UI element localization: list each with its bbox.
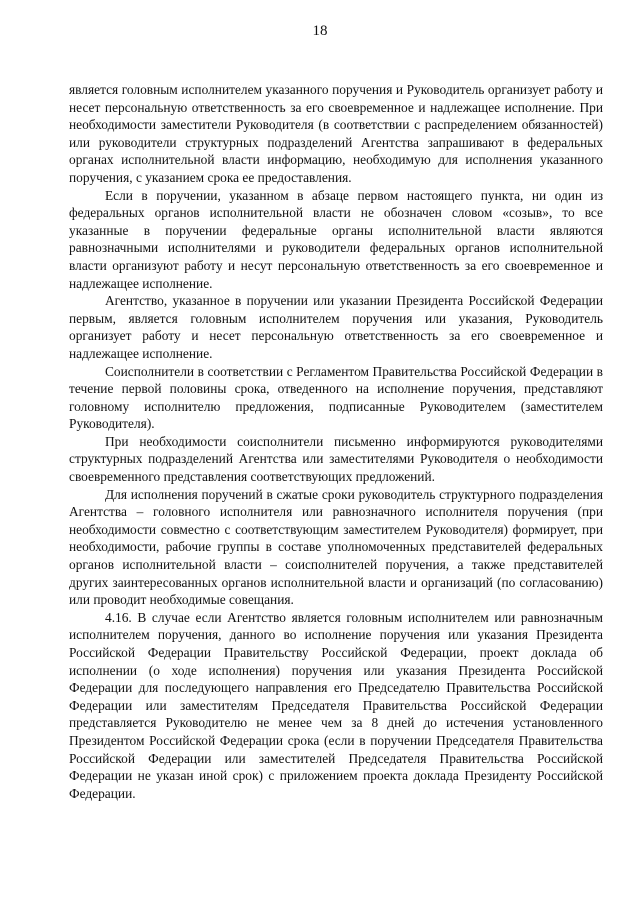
document-body [69, 81, 603, 802]
paragraph-ravnoznachnye-ispolniteli: Если в поручении, указанном в абзаце первом настоящего пункта, ни один из федеральных органов исполнительной власти не обозначен словом «созыв», то все указанные в поручении федеральные органы исполнительной власти являются равнозначными исполнителями и руководители федеральных органов исполнительной власти организуют работу и несут персональную ответственность за его своевременное и надлежащее исполнение. [69, 187, 603, 291]
paragraph-rabochie-gruppy: Для исполнения поручений в сжатые сроки руководитель структурного подразделения Агентства – головного исполнителя или равнозначного исполнителя поручения (при необходимости совместно с соответствующим заместителем Руководителя) формирует, при необходимости, рабочие группы в составе уполномоченных представителей федеральных органов исполнительной власти – соисполнителей поручения, а также представителей других заинтересованных органов исполнительной власти и организаций (по согласованию) или проводит необходимые совещания. [69, 486, 603, 608]
paragraph-informirovanie: При необходимости соисполнители письменно информируются руководителями структурных подразделений Агентства или заместителями Руководителя о необходимости своевременного представления соответствующих предложений. [69, 433, 603, 485]
paragraph-4-16: 4.16. В случае если Агентство является головным исполнителем или равнозначным исполнителем поручения, данного во исполнение поручения или указания Президента Российской Федерации Правительству Российской Федерации, проект доклада об исполнении (о ходе исполнения) поручения или указания Президента Российской Федерации для последующего направления его Председателю Правительства Российской Федерации или заместителям Председателя Правительства Российской Федерации представляется Руководителю не менее чем за 8 дней до истечения установленного Президентом Российской Федерации срока (если в поручении Председателя Правительства Российской Федерации или заместителей Председателя Правительства Российской Федерации не указан иной срок) с приложением проекта доклада Президенту Российской Федерации. [69, 609, 603, 801]
paragraph-soispolniteli: Соисполнители в соответствии с Регламентом Правительства Российской Федерации в течение первой половины срока, отведенного на исполнение поручения, представляют головному исполнителю предложения, подписанные Руководителем (заместителем Руководителя). [69, 363, 603, 432]
paragraph-golovnoy-ispolnitel: Агентство, указанное в поручении или указании Президента Российской Федерации первым, является головным исполнителем поручения или указания, Руководитель организует работу и несет персональную ответственность за его своевременное и надлежащее исполнение. [69, 293, 603, 361]
page-number: 18 [312, 23, 328, 39]
paragraph-continuation: является головным исполнителем указанного поручения и Руководитель организует работу и несет персональную ответственность за его своевременное и надлежащее исполнение. При необходимости заместители Руководителя (в соответствии с распределением обязанностей) или руководители структурных подразделений Агентства запрашивают в федеральных органах исполнительной власти информацию, необходимую для исполнения указанного поручения, с указанием срока ее предоставления. [69, 82, 603, 185]
